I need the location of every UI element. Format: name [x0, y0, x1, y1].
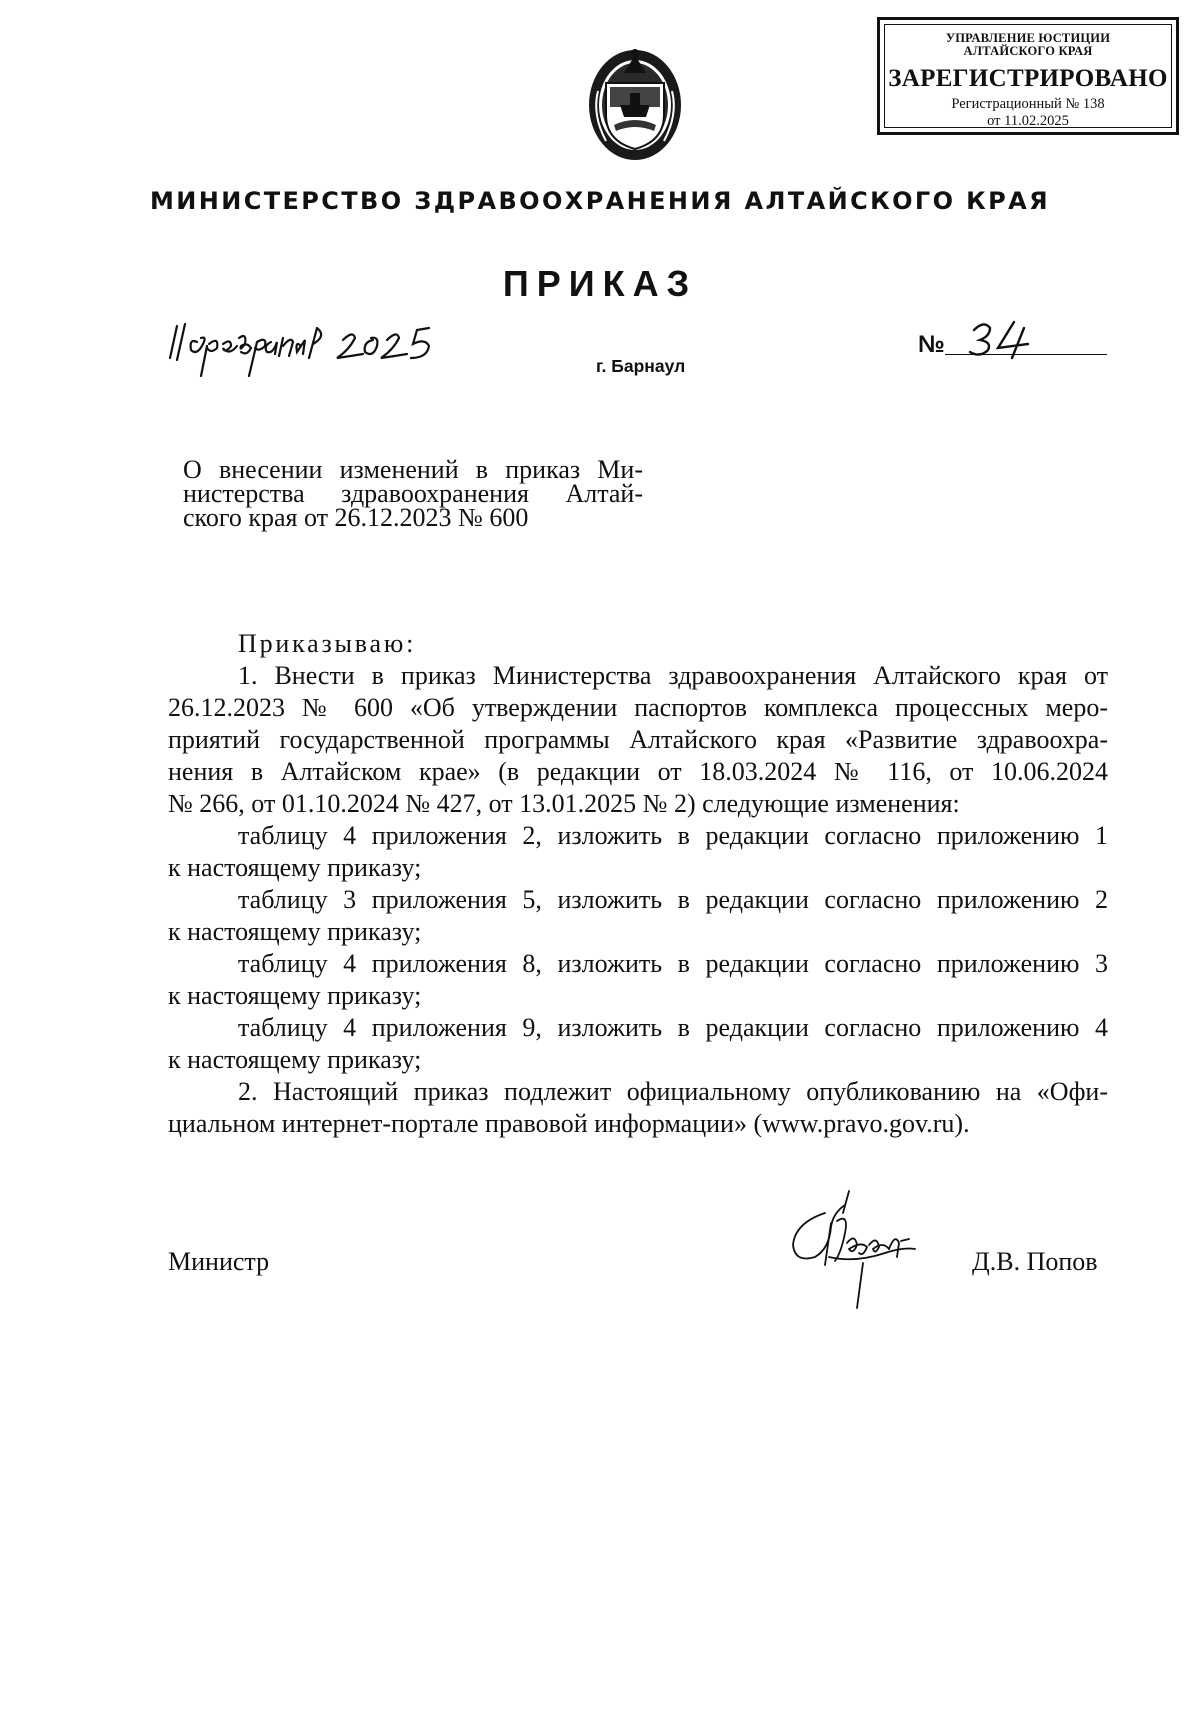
- signatory-title: Министр: [168, 1247, 270, 1276]
- subject-line: О внесении изменений в приказ Ми-: [183, 455, 643, 484]
- handwritten-date: [167, 318, 497, 378]
- change-item-line: таблицу 4 приложения 2, изложить в редакции согласно приложению 1: [238, 821, 1108, 850]
- paragraph1-line: 26.12.2023 № 600 «Об утверждении паспортов комплекса процессных меро-: [168, 693, 1108, 722]
- stamp-registration-number: Регистрационный № 138: [951, 96, 1105, 112]
- order-subject: [183, 455, 643, 532]
- subject-line: нистерства здравоохранения Алтай-: [183, 479, 643, 508]
- subject-line: ского края от 26.12.2023 № 600: [183, 503, 529, 532]
- stamp-inner-border: [884, 24, 1172, 128]
- paragraph1-line: № 266, от 01.10.2024 № 427, от 13.01.2025 № 2) следующие изменения:: [168, 789, 960, 818]
- handwritten-order-number: [968, 318, 1046, 360]
- paragraph2-line: циальном интернет-портале правовой информации» (www.pravo.gov.ru).: [168, 1109, 970, 1138]
- order-word: Приказываю:: [238, 629, 417, 658]
- paragraph1-line: нения в Алтайском крае» (в редакции от 18.03.2024 № 116, от 10.06.2024: [168, 757, 1108, 786]
- stamp-org-line1: УПРАВЛЕНИЕ ЮСТИЦИИ: [945, 31, 1111, 45]
- change-item-line: к настоящему приказу;: [168, 917, 422, 946]
- registration-stamp: [877, 17, 1179, 135]
- coat-of-arms-emblem: [584, 45, 686, 163]
- ministry-name: МИНИСТЕРСТВО ЗДРАВООХРАНЕНИЯ АЛТАЙСКОГО КРАЯ: [149, 187, 1051, 215]
- stamp-status: ЗАРЕГИСТРИРОВАНО: [888, 65, 1168, 92]
- paragraph2-line: 2. Настоящий приказ подлежит официальному опубликованию на «Офи-: [238, 1077, 1108, 1106]
- change-item-line: таблицу 3 приложения 5, изложить в редакции согласно приложению 2: [238, 885, 1108, 914]
- paragraph1-line: приятий государственной программы Алтайского края «Развитие здравоохра-: [168, 725, 1108, 754]
- stamp-registration-date: от 11.02.2025: [987, 113, 1069, 129]
- order-body: [168, 628, 1108, 1140]
- signatory-name: Д.В. Попов: [972, 1247, 1098, 1276]
- change-item-line: к настоящему приказу;: [168, 853, 422, 882]
- document-type-title: ПРИКАЗ: [502, 263, 698, 304]
- change-item-line: таблицу 4 приложения 8, изложить в редакции согласно приложению 3: [238, 949, 1108, 978]
- change-item-line: к настоящему приказу;: [168, 1045, 422, 1074]
- stamp-org-line2: АЛТАЙСКОГО КРАЯ: [963, 44, 1093, 58]
- city-label: г. Барнаул: [596, 356, 686, 376]
- change-item-line: таблицу 4 приложения 9, изложить в редакции согласно приложению 4: [238, 1013, 1108, 1042]
- paragraph1-line: 1. Внести в приказ Министерства здравоохранения Алтайского края от: [238, 661, 1108, 690]
- order-number-label: №: [918, 331, 945, 358]
- handwritten-signature: [785, 1183, 930, 1313]
- change-item-line: к настоящему приказу;: [168, 981, 422, 1010]
